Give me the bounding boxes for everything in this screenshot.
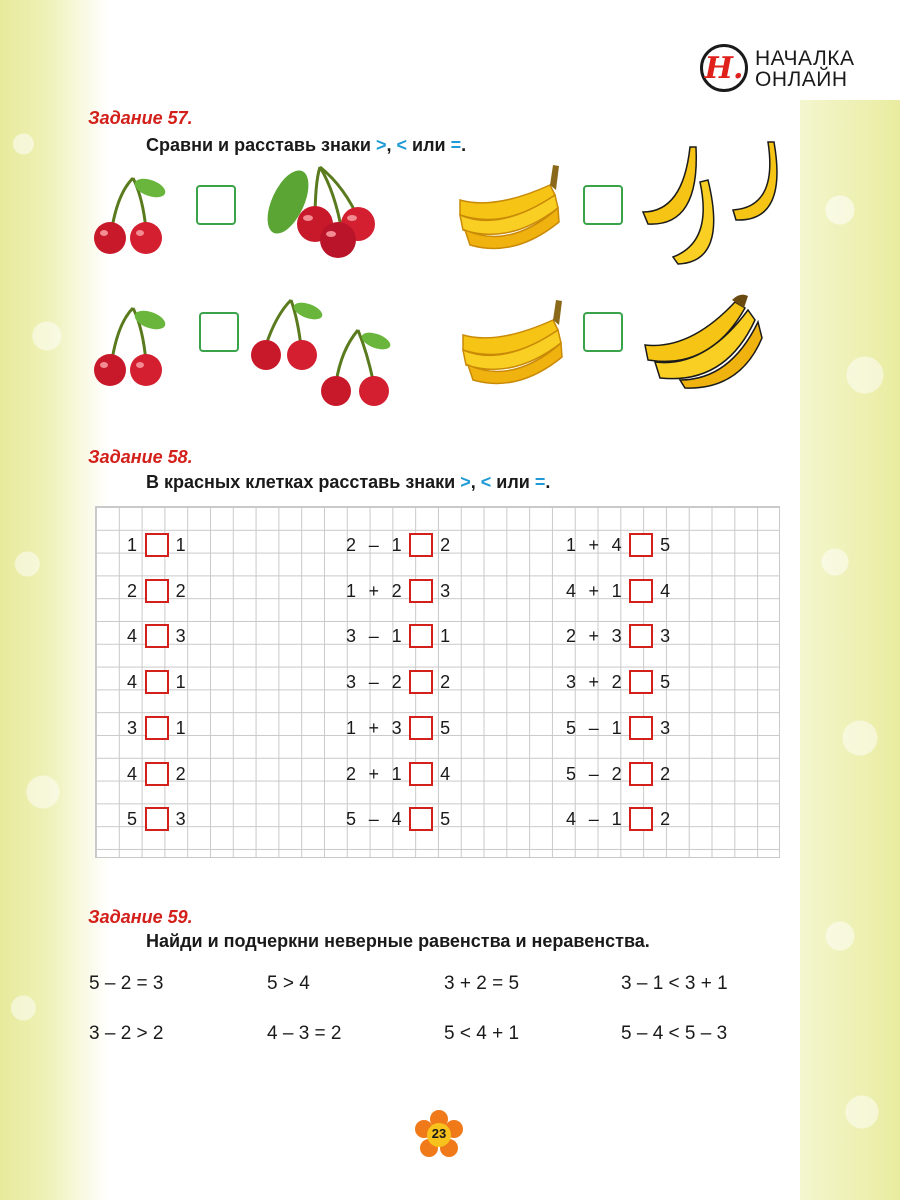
expression[interactable]: 5 – 2 = 3 — [89, 973, 164, 994]
compare-box-2[interactable] — [583, 185, 623, 225]
task58-instruction — [146, 472, 550, 493]
expression-token: 1 — [175, 672, 186, 693]
expression-token: 4 — [126, 763, 137, 784]
expression-token: + — [368, 717, 380, 738]
expression-token: 2 — [660, 763, 671, 784]
expression-token: 5 — [660, 535, 671, 555]
logo-line2: ОНЛАЙН — [755, 68, 848, 91]
answer-cell[interactable] — [409, 807, 433, 831]
expression-token: 4 — [126, 672, 137, 693]
expression-token: 4 — [611, 535, 622, 555]
expression-token: 5 — [440, 717, 451, 738]
expression-token: 2 — [440, 535, 451, 555]
answer-cell[interactable] — [629, 624, 653, 648]
expression[interactable]: 4 – 3 = 2 — [267, 1023, 342, 1044]
answer-cell[interactable] — [409, 716, 433, 740]
expression-token: 2 — [391, 580, 402, 601]
task59-instruction: Найди и подчеркни неверные равенства и неравенства. — [146, 931, 650, 951]
logo-letter: Н. — [704, 50, 744, 86]
expression-token: 3 — [660, 717, 671, 738]
answer-cell[interactable] — [145, 533, 169, 557]
expression-token: 1 — [126, 535, 137, 555]
left-decorative-border — [0, 0, 78, 1200]
answer-cell[interactable] — [145, 762, 169, 786]
answer-cell[interactable] — [145, 579, 169, 603]
expression-token: 2 — [345, 535, 356, 555]
banana-bunch-icon — [455, 160, 570, 260]
separator: , — [386, 135, 397, 155]
cherries-four-icon — [246, 295, 408, 410]
separator: , — [470, 472, 481, 492]
expression-token: + — [588, 580, 600, 601]
answer-cell[interactable] — [409, 762, 433, 786]
expression-token: 1 — [175, 717, 186, 738]
expression-token: 1 — [611, 809, 622, 830]
answer-cell[interactable] — [145, 807, 169, 831]
expression[interactable]: 3 + 2 = 5 — [444, 973, 520, 994]
expression-token: 2 — [175, 580, 186, 601]
expression-token: 3 — [345, 626, 356, 647]
answer-cell[interactable] — [145, 716, 169, 740]
answer-cell[interactable] — [409, 624, 433, 648]
expression-token: 1 — [611, 580, 622, 601]
task58-text: В красных клетках расставь знаки — [146, 472, 461, 492]
expression-token: + — [368, 580, 380, 601]
answer-cell[interactable] — [629, 762, 653, 786]
task57-instruction — [146, 135, 466, 156]
less-sign: < — [480, 472, 492, 492]
expression-token: 2 — [565, 626, 576, 647]
expression-token: 5 — [126, 809, 137, 830]
separator: или — [407, 135, 451, 155]
answer-cell[interactable] — [629, 807, 653, 831]
expression-token: 1 — [391, 535, 402, 555]
expression-token: + — [588, 535, 600, 555]
task59-title: Задание 59. — [88, 907, 193, 927]
expression-token: 1 — [391, 626, 402, 647]
expression-token: 3 — [660, 626, 671, 647]
expression-token: – — [588, 809, 599, 830]
expression-token: 4 — [391, 809, 402, 830]
logo-icon — [700, 44, 748, 92]
expression-token: 5 — [565, 717, 576, 738]
expression-token: + — [368, 763, 380, 784]
expression-token: 3 — [126, 717, 137, 738]
equals-sign: = — [450, 135, 462, 155]
expression-token: 3 — [345, 672, 356, 693]
cherries-two-icon — [88, 298, 178, 390]
expression-token: 5 — [345, 809, 356, 830]
expression-token: 1 — [175, 535, 186, 555]
expression-token: 5 — [565, 763, 576, 784]
answer-cell[interactable] — [409, 533, 433, 557]
expression-token: 1 — [345, 717, 356, 738]
expression-token: – — [368, 626, 379, 647]
expression-token: – — [368, 809, 379, 830]
answer-cell[interactable] — [629, 579, 653, 603]
expression-token: – — [588, 763, 599, 784]
answer-cell[interactable] — [629, 716, 653, 740]
greater-sign: > — [375, 135, 387, 155]
task57-title: Задание 57. — [88, 108, 193, 128]
expression-token: 1 — [391, 763, 402, 784]
answer-cell[interactable] — [145, 624, 169, 648]
equals-sign: = — [534, 472, 546, 492]
task57-text: Сравни и расставь знаки — [146, 135, 376, 155]
less-sign: < — [396, 135, 408, 155]
expression-token: – — [588, 717, 599, 738]
expression-token: 3 — [440, 580, 451, 601]
expression-token: 3 — [391, 717, 402, 738]
greater-sign: > — [460, 472, 471, 492]
compare-box-3[interactable] — [199, 312, 239, 352]
answer-cell[interactable] — [409, 670, 433, 694]
expression-token: 4 — [440, 763, 451, 784]
expression-token: 4 — [126, 626, 137, 647]
expression-token: 1 — [565, 535, 576, 555]
expression-token: 5 — [660, 672, 671, 693]
expression-token: 3 — [175, 809, 186, 830]
expression-token: 2 — [611, 672, 622, 693]
expression[interactable]: 5 – 4 < 5 – 3 — [621, 1023, 728, 1044]
expression-token: 2 — [440, 672, 451, 693]
expression-token: – — [368, 672, 379, 693]
expression-token: + — [588, 626, 600, 647]
period: . — [461, 135, 467, 155]
banana-bunch-icon — [640, 290, 770, 390]
expression-token: 1 — [611, 717, 622, 738]
expression-token: 5 — [440, 809, 451, 830]
compare-box-1[interactable] — [196, 185, 236, 225]
expression-token: 2 — [660, 809, 671, 830]
answer-cell[interactable] — [629, 670, 653, 694]
expression[interactable]: 5 < 4 + 1 — [444, 1023, 520, 1044]
logo-line1: НАЧАЛКА — [755, 47, 855, 70]
banana-bunch-icon — [458, 295, 573, 395]
expression-token: 2 — [126, 580, 137, 601]
expression-token: 1 — [440, 626, 451, 647]
expression[interactable]: 5 > 4 — [267, 973, 310, 994]
cherries-three-icon — [260, 162, 380, 262]
expression[interactable]: 3 – 1 < 3 + 1 — [621, 973, 728, 994]
answer-cell[interactable] — [145, 670, 169, 694]
expression-token: – — [368, 535, 379, 555]
expression-token: 3 — [611, 626, 622, 647]
expression-token: 2 — [345, 763, 356, 784]
cherries-two-icon — [88, 168, 178, 258]
expression-token: 4 — [565, 580, 576, 601]
expression-token: + — [588, 672, 600, 693]
answer-cell[interactable] — [409, 579, 433, 603]
expression-token: 3 — [175, 626, 186, 647]
logo — [700, 44, 855, 100]
expression-token: 2 — [175, 763, 186, 784]
expression-token: 4 — [660, 580, 671, 601]
period: . — [545, 472, 551, 492]
right-decorative-border — [800, 100, 900, 1200]
task58-title: Задание 58. — [88, 447, 193, 467]
expression-token: 2 — [611, 763, 622, 784]
expression-token: 2 — [391, 672, 402, 693]
answer-cell[interactable] — [629, 533, 653, 557]
page-number: 23 — [431, 1126, 447, 1141]
expression-token: 1 — [345, 580, 356, 601]
compare-box-4[interactable] — [583, 312, 623, 352]
expression-token: 3 — [565, 672, 576, 693]
separator: или — [491, 472, 535, 492]
expression[interactable]: 3 – 2 > 2 — [89, 1023, 164, 1044]
bananas-three-icon — [638, 132, 798, 267]
expression-token: 4 — [565, 809, 576, 830]
logo-text — [755, 48, 855, 90]
